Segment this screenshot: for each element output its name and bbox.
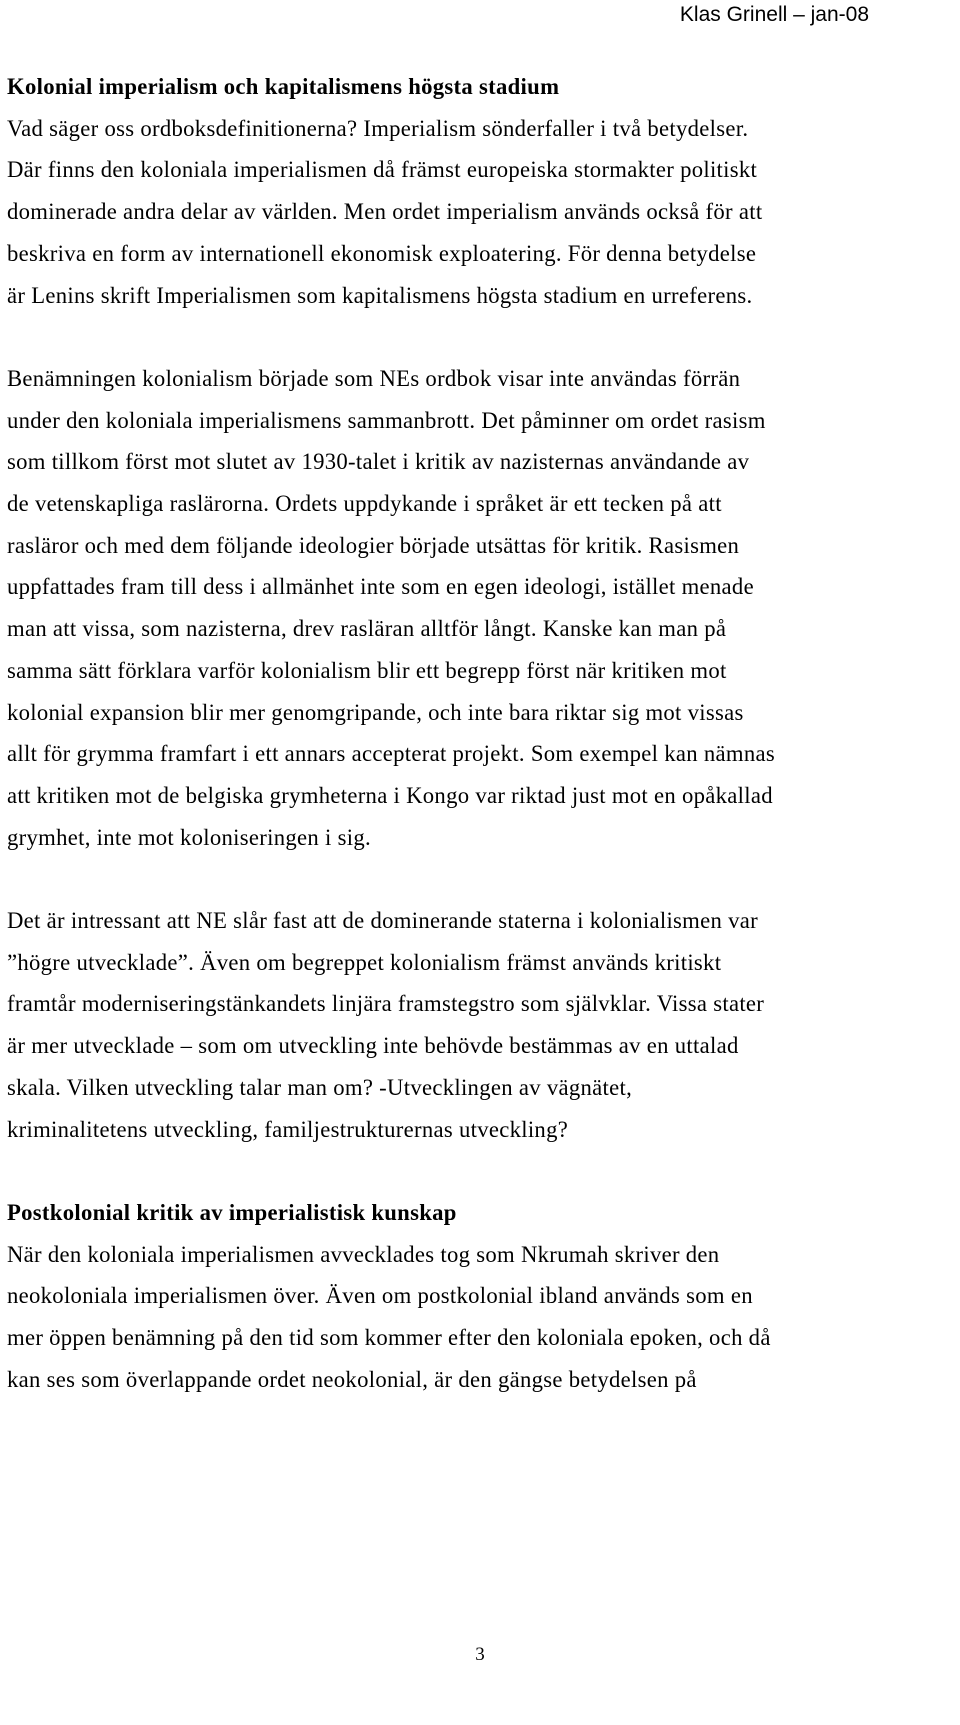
text-line: uppfattades fram till dess i allmänhet inte som en egen ideologi, istället menade xyxy=(7,574,754,600)
text-line: är mer utvecklade – som om utveckling inte behövde bestämmas av en uttalad xyxy=(7,1033,739,1059)
text-line: allt för grymma framfart i ett annars accepterat projekt. Som exempel kan nämnas xyxy=(7,741,775,767)
text-line: som tillkom först mot slutet av 1930-talet i kritik av nazisternas användande av xyxy=(7,449,750,475)
text-line: rasläror och med dem följande ideologier började utsättas för kritik. Rasismen xyxy=(7,532,740,558)
text-line: kolonial expansion blir mer genomgripande, och inte bara riktar sig mot vissas xyxy=(7,699,744,725)
paragraph-kolonialism xyxy=(7,358,947,858)
text-line: När den koloniala imperialismen avvecklades tog som Nkrumah skriver den xyxy=(7,1241,720,1267)
text-line: Benämningen kolonialism började som NEs ordbok visar inte användas förrän xyxy=(7,365,741,391)
running-header: Klas Grinell – jan-08 xyxy=(679,3,869,26)
text-line: ”högre utvecklade”. Även om begreppet kolonialism främst används kritiskt xyxy=(7,949,722,975)
text-line: är Lenins skrift Imperialismen som kapitalismens högsta stadium en urreferens. xyxy=(7,282,753,308)
text-line: att kritiken mot de belgiska grymheterna i Kongo var riktad just mot en opåkallad xyxy=(7,782,773,808)
text-line: man att vissa, som nazisterna, drev rasläran alltför långt. Kanske kan man på xyxy=(7,616,727,642)
text-line: framtår moderniseringstänkandets linjära framstegstro som självklar. Vissa stater xyxy=(7,991,765,1017)
section-1 xyxy=(7,66,947,316)
section-heading-1: Kolonial imperialism och kapitalismens högsta stadium xyxy=(7,74,560,99)
page-number: 3 xyxy=(475,1644,485,1665)
section-heading-2: Postkolonial kritik av imperialistisk kunskap xyxy=(7,1199,457,1225)
text-line: beskriva en form av internationell ekonomisk exploatering. För denna betydelse xyxy=(7,240,757,266)
paragraph-gap xyxy=(7,858,947,900)
text-line: Det är intressant att NE slår fast att de dominerande staterna i kolonialismen var xyxy=(7,908,758,934)
text-line: Där finns den koloniala imperialismen då främst europeiska stormakter politiskt xyxy=(7,157,758,183)
text-line: grymhet, inte mot koloniseringen i sig. xyxy=(7,824,371,850)
text-line: dominerade andra delar av världen. Men ordet imperialism används också för att xyxy=(7,199,763,225)
text-line: kan ses som överlappande ordet neokolonial, är den gängse betydelsen på xyxy=(7,1366,697,1392)
text-line: de vetenskapliga raslärorna. Ordets uppdykande i språket är ett tecken på att xyxy=(7,491,722,517)
text-line: mer öppen benämning på den tid som kommer efter den koloniala epoken, och då xyxy=(7,1325,771,1351)
text-line: kriminalitetens utveckling, familjestrukturernas utveckling? xyxy=(7,1116,569,1142)
paragraph-gap xyxy=(7,316,947,358)
text-line: samma sätt förklara varför kolonialism blir ett begrepp först när kritiken mot xyxy=(7,657,727,683)
text-line: skala. Vilken utveckling talar man om? -Utvecklingen av vägnätet, xyxy=(7,1074,633,1100)
paragraph-gap xyxy=(7,1150,947,1192)
section-2 xyxy=(7,1192,947,1401)
text-line: neokoloniala imperialismen över. Även om postkolonial ibland används som en xyxy=(7,1283,753,1309)
text-line: under den koloniala imperialismens sammanbrott. Det påminner om ordet rasism xyxy=(7,407,766,433)
body-text xyxy=(7,66,947,1400)
text-line: Vad säger oss ordboksdefinitionerna? Imperialism sönderfaller i två betydelser. xyxy=(7,115,749,141)
paragraph-ne xyxy=(7,900,947,1150)
